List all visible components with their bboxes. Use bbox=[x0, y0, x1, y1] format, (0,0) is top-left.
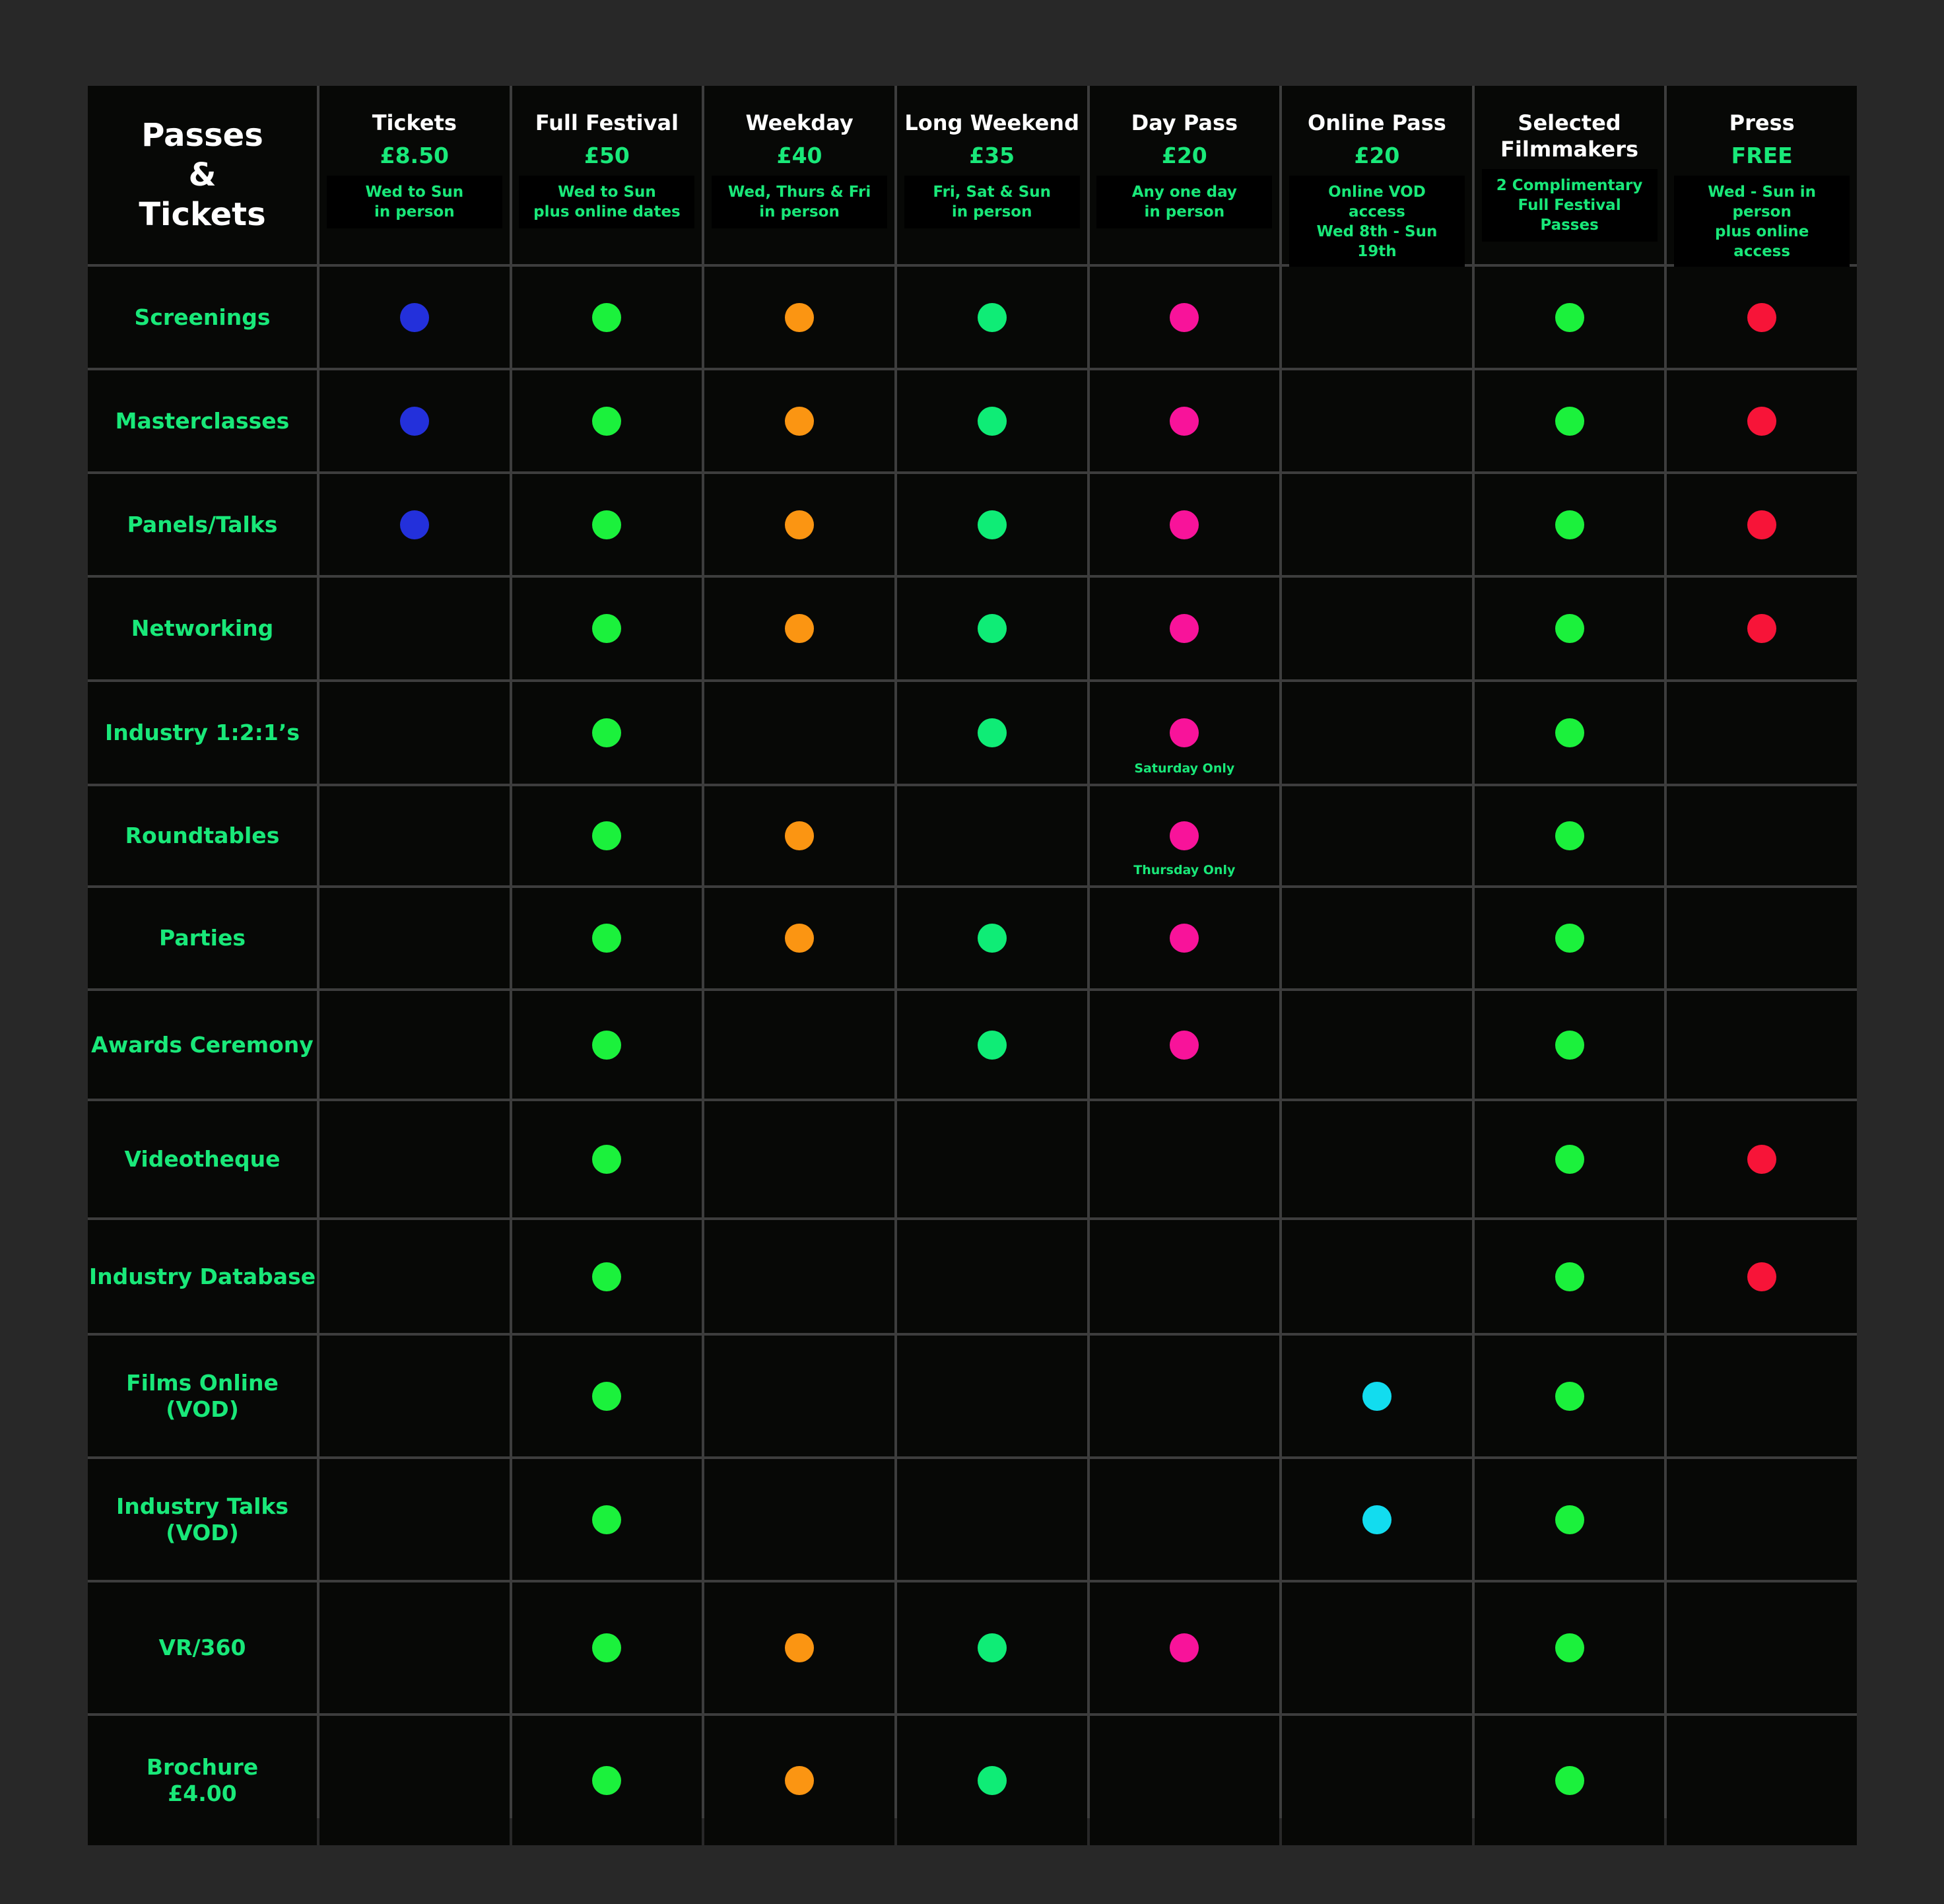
row-label: Industry Database bbox=[88, 1263, 316, 1289]
table-cell bbox=[512, 1101, 702, 1217]
table-cell bbox=[512, 578, 702, 679]
table-cell bbox=[897, 991, 1087, 1099]
table-cell bbox=[704, 267, 894, 368]
table-cell bbox=[1475, 888, 1665, 988]
row-header-masterclasses bbox=[88, 370, 317, 471]
table-cell bbox=[319, 474, 510, 575]
column-name: Weekday bbox=[745, 110, 854, 135]
included-dot-icon bbox=[1747, 614, 1776, 643]
table-cell bbox=[704, 578, 894, 679]
table-cell bbox=[704, 1336, 894, 1456]
table-cell bbox=[512, 682, 702, 784]
table-cell bbox=[512, 786, 702, 885]
column-description: Wed - Sun in person plus online access bbox=[1674, 176, 1850, 268]
column-name: Long Weekend bbox=[904, 110, 1079, 135]
table-cell bbox=[1282, 1582, 1472, 1713]
table-cell bbox=[319, 1582, 510, 1713]
included-dot-icon bbox=[978, 924, 1007, 953]
included-dot-icon bbox=[785, 614, 814, 643]
table-cell bbox=[1667, 578, 1857, 679]
table-cell bbox=[512, 1336, 702, 1456]
table-cell bbox=[1282, 474, 1472, 575]
column-header-weekday bbox=[704, 86, 894, 264]
included-dot-icon bbox=[785, 407, 814, 436]
included-dot-icon bbox=[592, 510, 621, 539]
table-cell bbox=[319, 1459, 510, 1580]
table-cell bbox=[897, 1220, 1087, 1333]
table-cell bbox=[897, 1582, 1087, 1713]
included-dot-icon bbox=[1747, 1145, 1776, 1174]
included-dot-icon bbox=[1747, 510, 1776, 539]
table-cell bbox=[319, 786, 510, 885]
row-label: Panels/Talks bbox=[127, 511, 278, 537]
corner-title-cell bbox=[88, 86, 317, 264]
included-dot-icon bbox=[592, 924, 621, 953]
included-dot-icon bbox=[592, 1031, 621, 1060]
column-description: Wed to Sun in person bbox=[327, 176, 502, 228]
included-dot-icon bbox=[1170, 303, 1199, 332]
table-cell bbox=[512, 1582, 702, 1713]
column-name: Full Festival bbox=[535, 110, 679, 135]
row-label: Industry 1:2:1’s bbox=[104, 720, 300, 745]
included-dot-icon bbox=[978, 303, 1007, 332]
included-dot-icon bbox=[1555, 1262, 1584, 1291]
included-dot-icon bbox=[592, 1505, 621, 1534]
table-cell bbox=[1090, 578, 1280, 679]
included-dot-icon bbox=[1555, 407, 1584, 436]
table-cell bbox=[319, 267, 510, 368]
table-cell bbox=[319, 1336, 510, 1456]
table-cell bbox=[1667, 1336, 1857, 1456]
table-cell bbox=[1667, 888, 1857, 988]
included-dot-icon bbox=[1170, 821, 1199, 850]
included-dot-icon bbox=[1170, 1031, 1199, 1060]
table-cell bbox=[1090, 1582, 1280, 1713]
included-dot-icon bbox=[592, 1262, 621, 1291]
table-cell bbox=[1667, 991, 1857, 1099]
table-cell bbox=[1475, 474, 1665, 575]
table-cell bbox=[1667, 682, 1857, 784]
table-cell bbox=[1090, 1336, 1280, 1456]
included-dot-icon bbox=[400, 510, 429, 539]
column-price: £20 bbox=[1354, 143, 1400, 168]
table-cell bbox=[704, 1459, 894, 1580]
column-description: 2 Complimentary Full Festival Passes bbox=[1482, 169, 1658, 242]
row-label: Networking bbox=[131, 615, 274, 641]
included-dot-icon bbox=[978, 1031, 1007, 1060]
row-label: Videotheque bbox=[124, 1146, 281, 1172]
included-dot-icon bbox=[592, 718, 621, 747]
table-cell bbox=[897, 1336, 1087, 1456]
table-title-line: & bbox=[188, 156, 217, 193]
table-cell bbox=[1475, 578, 1665, 679]
table-cell bbox=[512, 474, 702, 575]
row-label: Screenings bbox=[134, 304, 271, 330]
table-cell bbox=[1090, 474, 1280, 575]
included-dot-icon bbox=[592, 614, 621, 643]
table-cell bbox=[897, 1716, 1087, 1845]
table-cell bbox=[1475, 991, 1665, 1099]
column-name: Day Pass bbox=[1131, 110, 1238, 135]
row-label: Industry Talks (VOD) bbox=[116, 1493, 288, 1546]
table-cell bbox=[319, 578, 510, 679]
included-dot-icon bbox=[592, 1382, 621, 1411]
row-header-industry-1-2-1-s bbox=[88, 682, 317, 784]
column-header-selected-filmmakers bbox=[1475, 86, 1665, 264]
column-description: Wed, Thurs & Fri in person bbox=[712, 176, 887, 228]
included-dot-icon bbox=[592, 821, 621, 850]
column-price: £50 bbox=[584, 143, 630, 168]
table-cell bbox=[1282, 1716, 1472, 1845]
table-cell bbox=[897, 1101, 1087, 1217]
table-cell bbox=[897, 888, 1087, 988]
included-dot-icon bbox=[1555, 1031, 1584, 1060]
row-header-parties bbox=[88, 888, 317, 988]
cell-note: Thursday Only bbox=[1133, 863, 1236, 877]
included-dot-icon bbox=[1555, 718, 1584, 747]
row-header-panels-talks bbox=[88, 474, 317, 575]
table-cell bbox=[1475, 1582, 1665, 1713]
included-dot-icon bbox=[1555, 1505, 1584, 1534]
included-dot-icon bbox=[1555, 821, 1584, 850]
row-header-industry-database bbox=[88, 1220, 317, 1333]
table-cell bbox=[704, 991, 894, 1099]
cell-note: Saturday Only bbox=[1134, 761, 1235, 776]
table-cell bbox=[1667, 267, 1857, 368]
column-description: Wed to Sun plus online dates bbox=[519, 176, 694, 228]
table-cell bbox=[1090, 370, 1280, 471]
column-header-day-pass bbox=[1090, 86, 1280, 264]
column-name: Press bbox=[1729, 110, 1795, 135]
table-cell bbox=[1090, 786, 1280, 885]
table-cell bbox=[704, 1101, 894, 1217]
table-cell bbox=[1090, 267, 1280, 368]
table-cell bbox=[1282, 1101, 1472, 1217]
table-cell bbox=[512, 991, 702, 1099]
included-dot-icon bbox=[1555, 303, 1584, 332]
table-cell bbox=[897, 786, 1087, 885]
table-cell bbox=[1667, 1101, 1857, 1217]
included-dot-icon bbox=[785, 1766, 814, 1795]
table-cell bbox=[1282, 578, 1472, 679]
column-header-full-festival bbox=[512, 86, 702, 264]
table-cell bbox=[319, 370, 510, 471]
table-cell bbox=[512, 1459, 702, 1580]
table-cell bbox=[1475, 1336, 1665, 1456]
included-dot-icon bbox=[1555, 1633, 1584, 1662]
table-cell bbox=[319, 1220, 510, 1333]
column-price: £35 bbox=[969, 143, 1015, 168]
included-dot-icon bbox=[1170, 510, 1199, 539]
included-dot-icon bbox=[785, 821, 814, 850]
table-cell bbox=[319, 1716, 510, 1845]
included-dot-icon bbox=[1555, 1382, 1584, 1411]
column-price: £20 bbox=[1161, 143, 1207, 168]
column-header-online-pass bbox=[1282, 86, 1472, 264]
included-dot-icon bbox=[785, 510, 814, 539]
included-dot-icon bbox=[1170, 407, 1199, 436]
row-header-awards-ceremony bbox=[88, 991, 317, 1099]
table-cell bbox=[1282, 682, 1472, 784]
included-dot-icon bbox=[1555, 1145, 1584, 1174]
table-cell bbox=[897, 1459, 1087, 1580]
table-cell bbox=[1090, 1101, 1280, 1217]
row-label: Masterclasses bbox=[115, 407, 290, 434]
column-description: Any one day in person bbox=[1096, 176, 1272, 228]
table-cell bbox=[319, 888, 510, 988]
table-cell bbox=[1282, 1220, 1472, 1333]
included-dot-icon bbox=[400, 303, 429, 332]
column-name: Selected Filmmakers bbox=[1500, 110, 1639, 162]
row-header-films-online-vod bbox=[88, 1336, 317, 1456]
included-dot-icon bbox=[785, 924, 814, 953]
table-cell bbox=[1475, 1716, 1665, 1845]
included-dot-icon bbox=[592, 1145, 621, 1174]
included-dot-icon bbox=[592, 1766, 621, 1795]
column-name: Tickets bbox=[372, 110, 457, 135]
row-label: Roundtables bbox=[125, 823, 280, 848]
table-cell bbox=[897, 578, 1087, 679]
column-price: £8.50 bbox=[380, 143, 449, 168]
table-cell bbox=[1090, 682, 1280, 784]
table-cell bbox=[1667, 370, 1857, 471]
included-dot-icon bbox=[1170, 718, 1199, 747]
table-cell bbox=[1475, 1220, 1665, 1333]
included-dot-icon bbox=[592, 1633, 621, 1662]
included-dot-icon bbox=[785, 1633, 814, 1662]
included-dot-icon bbox=[1170, 924, 1199, 953]
row-header-networking bbox=[88, 578, 317, 679]
table-cell bbox=[1090, 1220, 1280, 1333]
included-dot-icon bbox=[1362, 1505, 1391, 1534]
included-dot-icon bbox=[978, 614, 1007, 643]
table-cell bbox=[897, 682, 1087, 784]
column-price: £40 bbox=[776, 143, 822, 168]
included-dot-icon bbox=[1555, 510, 1584, 539]
row-label: Parties bbox=[159, 925, 246, 951]
table-cell bbox=[1282, 267, 1472, 368]
table-title-line: Tickets bbox=[139, 196, 266, 233]
column-description: Online VOD access Wed 8th - Sun 19th bbox=[1289, 176, 1465, 268]
column-header-press bbox=[1667, 86, 1857, 264]
table-cell bbox=[1475, 1459, 1665, 1580]
table-cell bbox=[512, 267, 702, 368]
included-dot-icon bbox=[1362, 1382, 1391, 1411]
table-cell bbox=[704, 474, 894, 575]
included-dot-icon bbox=[1747, 1262, 1776, 1291]
row-header-screenings bbox=[88, 267, 317, 368]
table-cell bbox=[704, 682, 894, 784]
row-label: Brochure £4.00 bbox=[146, 1754, 259, 1806]
table-cell bbox=[704, 370, 894, 471]
column-header-long-weekend bbox=[897, 86, 1087, 264]
table-cell bbox=[319, 991, 510, 1099]
table-cell bbox=[704, 1582, 894, 1713]
included-dot-icon bbox=[978, 1633, 1007, 1662]
included-dot-icon bbox=[1555, 924, 1584, 953]
table-cell bbox=[897, 370, 1087, 471]
table-cell bbox=[1667, 1220, 1857, 1333]
table-cell bbox=[1667, 786, 1857, 885]
table-cell bbox=[1090, 888, 1280, 988]
table-cell bbox=[1090, 1459, 1280, 1580]
table-cell bbox=[1667, 1716, 1857, 1845]
included-dot-icon bbox=[1555, 1766, 1584, 1795]
table-cell bbox=[1667, 1582, 1857, 1713]
table-cell bbox=[1667, 1459, 1857, 1580]
included-dot-icon bbox=[785, 303, 814, 332]
row-header-roundtables bbox=[88, 786, 317, 885]
included-dot-icon bbox=[978, 510, 1007, 539]
table-cell bbox=[897, 267, 1087, 368]
included-dot-icon bbox=[400, 407, 429, 436]
row-header-videotheque bbox=[88, 1101, 317, 1217]
included-dot-icon bbox=[1747, 303, 1776, 332]
table-cell bbox=[1282, 1459, 1472, 1580]
table-cell bbox=[897, 474, 1087, 575]
passes-tickets-table bbox=[88, 86, 1857, 1818]
included-dot-icon bbox=[1747, 407, 1776, 436]
table-cell bbox=[704, 888, 894, 988]
column-header-tickets bbox=[319, 86, 510, 264]
table-cell bbox=[512, 1220, 702, 1333]
row-header-brochure-4-00 bbox=[88, 1716, 317, 1845]
table-cell bbox=[1282, 888, 1472, 988]
included-dot-icon bbox=[978, 407, 1007, 436]
table-cell bbox=[1475, 786, 1665, 885]
included-dot-icon bbox=[592, 407, 621, 436]
row-header-industry-talks-vod bbox=[88, 1459, 317, 1580]
table-cell bbox=[1475, 267, 1665, 368]
included-dot-icon bbox=[1555, 614, 1584, 643]
table-cell bbox=[1282, 991, 1472, 1099]
table-cell bbox=[1282, 786, 1472, 885]
row-label: Awards Ceremony bbox=[91, 1031, 314, 1058]
table-cell bbox=[1282, 370, 1472, 471]
column-description: Fri, Sat & Sun in person bbox=[904, 176, 1080, 228]
table-title-line: Passes bbox=[141, 117, 263, 154]
column-name: Online Pass bbox=[1308, 110, 1446, 135]
table-cell bbox=[704, 786, 894, 885]
table-cell bbox=[1282, 1336, 1472, 1456]
included-dot-icon bbox=[1170, 1633, 1199, 1662]
row-header-vr-360 bbox=[88, 1582, 317, 1713]
table-cell bbox=[1090, 991, 1280, 1099]
table-cell bbox=[512, 370, 702, 471]
table-cell bbox=[1667, 474, 1857, 575]
table-cell bbox=[1090, 1716, 1280, 1845]
table-cell bbox=[1475, 370, 1665, 471]
included-dot-icon bbox=[978, 718, 1007, 747]
included-dot-icon bbox=[592, 303, 621, 332]
included-dot-icon bbox=[1170, 614, 1199, 643]
included-dot-icon bbox=[978, 1766, 1007, 1795]
row-label: Films Online (VOD) bbox=[126, 1369, 279, 1422]
table-cell bbox=[1475, 682, 1665, 784]
table-cell bbox=[1475, 1101, 1665, 1217]
table-cell bbox=[512, 1716, 702, 1845]
table-cell bbox=[704, 1220, 894, 1333]
row-label: VR/360 bbox=[158, 1635, 246, 1660]
table-cell bbox=[319, 1101, 510, 1217]
table-cell bbox=[319, 682, 510, 784]
table-cell bbox=[704, 1716, 894, 1845]
table-cell bbox=[512, 888, 702, 988]
column-price: FREE bbox=[1731, 143, 1793, 168]
